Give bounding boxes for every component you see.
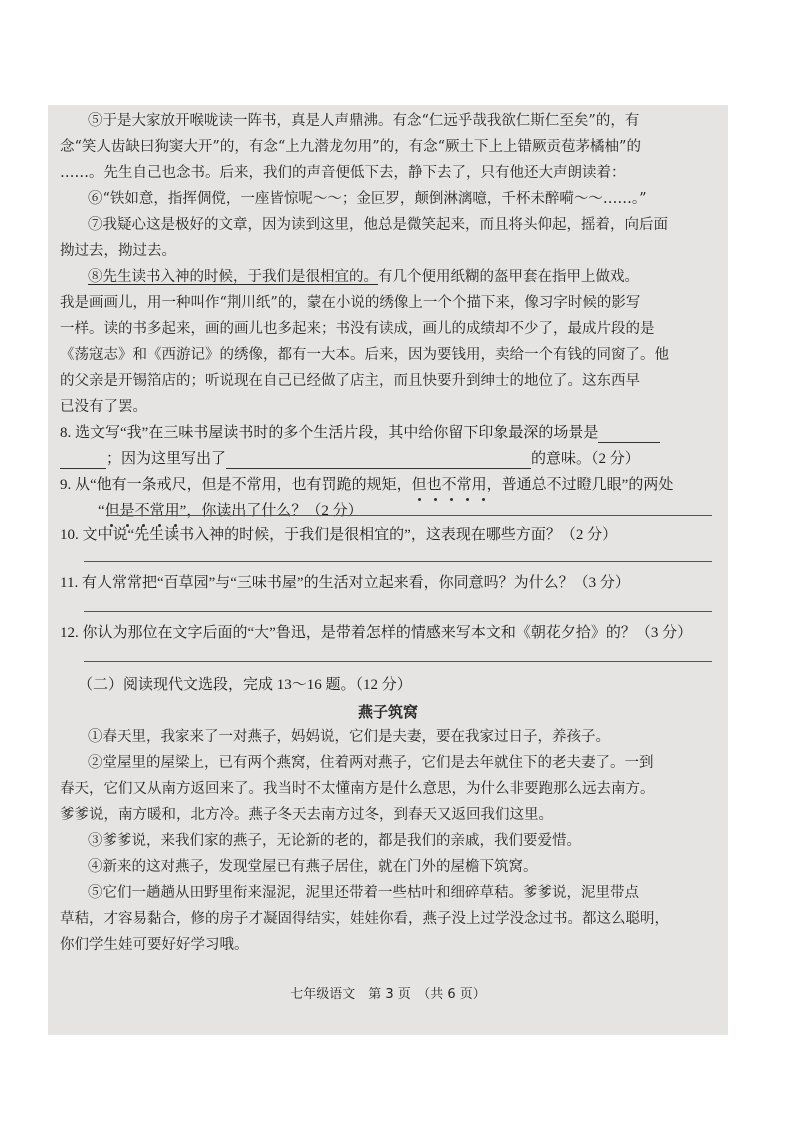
answer-line-9[interactable] — [106, 515, 712, 516]
answer-blank-8a-cont[interactable] — [60, 452, 106, 469]
passage-p5-line1: ⑤于是大家放开喉咙读一阵书，真是人声鼎沸。有念“仁远乎哉我欲仁斯仁至矣”的，有 — [88, 113, 640, 129]
passage-p8-line3: 一样。读的书多起来，画的画儿也多起来；书没有读成，画儿的成绩却不少了，最成片段的是 — [60, 321, 655, 337]
passage-p8-line6: 已没有了罢。 — [60, 399, 147, 415]
answer-blank-8a[interactable] — [598, 426, 660, 443]
answer-blank-8b[interactable] — [226, 452, 531, 469]
passage2-s2-line3: 爹爹说，南方暖和，北方冷。燕子冬天去南方过冬，到春天又返回我们这里。 — [60, 807, 553, 823]
answer-line-12[interactable] — [84, 661, 712, 662]
passage-title: 燕子筑窝 — [357, 703, 418, 721]
passage-p8-line1 — [88, 267, 639, 287]
passage2-s5-line3: 你们学生娃可要好好学习哦。 — [60, 937, 249, 953]
passage2-s5-line1: ⑤它们一趟趟从田野里衔来湿泥，泥里还带着一些枯叶和细碎草秸。爹爹说，泥里带点 — [88, 885, 639, 901]
underlined-sentence: ⑧先生读书入神的时候，于我们是很相宜的。 — [88, 269, 378, 285]
question-9-line2: “但是不常用”，你读出了什么？（2 分） — [98, 503, 363, 519]
passage-p7-line1: ⑦我疑心这是极好的文章，因为读到这里，他总是微笑起来，而且将头仰起，摇着，向后面 — [88, 217, 668, 233]
passage2-s2-line1: ②堂屋里的屋梁上，已有两个燕窝，住着两对燕子，它们是去年就住下的老夫妻了。一到 — [88, 755, 654, 771]
question-8-line2 — [60, 449, 640, 469]
passage-p8-line4: 《荡寇志》和《西游记》的绣像，都有一大本。后来，因为要钱用，卖给一个有钱的同窗了。他 — [60, 347, 669, 363]
question-10: 10. 文中说“先生读书入神的时候，于我们是很相宜的”，这表现在哪些方面？（2 分） — [60, 527, 618, 543]
passage2-s2-line2: 春天，它们又从南方返回来了。我当时不太懂南方是什么意思，为什么非要跑那么远去南方。 — [60, 781, 655, 797]
question-8-text-2: ；因为这里写出了 — [106, 451, 227, 467]
exam-page — [48, 105, 728, 1035]
question-8-line1 — [60, 423, 660, 443]
passage-p5-line2: 念“笑人齿缺曰狗窦大开”的，有念“上九潜龙勿用”的，有念“厥土下上上错厥贡苞茅橘柚”的 — [60, 139, 641, 155]
question-8-text-3: 的意味。（2 分） — [531, 451, 640, 467]
page-footer: 七年级语文 第 3 页 （共 6 页） — [290, 987, 486, 1002]
emphasis-dot — [482, 498, 485, 501]
question-11: 11. 有人常常把“百草园”与“三味书屋”的生活对立起来看，你同意吗？为什么？（3 分） — [60, 575, 630, 591]
passage-p8-line2: 我是画画儿，用一种叫作“荆川纸”的，蒙在小说的绣像上一个个描下来，像习字时候的影写 — [60, 295, 641, 311]
passage2-s5-line2: 草秸，才容易黏合，修的房子才凝固得结实，娃娃你看，燕子没上过学没念过书。都这么聪明， — [60, 911, 669, 927]
emphasis-dot — [450, 498, 453, 501]
question-9-line1: 9. 从“他有一条戒尺，但是不常用，也有罚跪的规矩，但也不常用，普通总不过瞪几眼”的两处 — [60, 477, 674, 493]
passage-p8-line1-rest: 有几个便用纸糊的盔甲套在指甲上做戏。 — [378, 269, 639, 285]
emphasis-dot — [418, 498, 421, 501]
answer-line-11[interactable] — [84, 611, 712, 612]
passage-p6: ⑥“铁如意，指挥倜傥，一座皆惊呢～～；金叵罗，颠倒淋漓噫，千杯未醉嗬～～……。” — [88, 191, 647, 207]
passage2-s3: ③爹爹说，来我们家的燕子，无论新的老的，都是我们的亲戚，我们要爱惜。 — [88, 833, 581, 849]
passage-p5-line3: ……。先生自己也念书。后来，我们的声音便低下去，静下去了，只有他还大声朗读着： — [60, 165, 626, 181]
passage2-s1: ①春天里，我家来了一对燕子，妈妈说，它们是夫妻，要在我家过日子，养孩子。 — [88, 729, 610, 745]
answer-line-10[interactable] — [84, 561, 712, 562]
emphasis-dot — [466, 498, 469, 501]
question-12: 12. 你认为那位在文字后面的“大”鲁迅，是带着怎样的情感来写本文和《朝花夕拾》的？（3 分） — [60, 625, 693, 641]
passage-p8-line5: 的父亲是开锡箔店的；听说现在自己已经做了店主，而且快要升到绅士的地位了。这东西早 — [60, 373, 640, 389]
emphasis-dot — [434, 498, 437, 501]
passage-p7-line2: 拗过去，拗过去。 — [60, 243, 176, 259]
passage2-s4: ④新来的这对燕子，发现堂屋已有燕子居住，就在门外的屋檐下筑窝。 — [88, 859, 538, 875]
section-two-heading: （二）阅读现代文选段，完成 13～16 题。（12 分） — [78, 677, 412, 693]
question-8-text: 8. 选文写“我”在三味书屋读书时的多个生活片段，其中给你留下印象最深的场景是 — [60, 425, 599, 441]
